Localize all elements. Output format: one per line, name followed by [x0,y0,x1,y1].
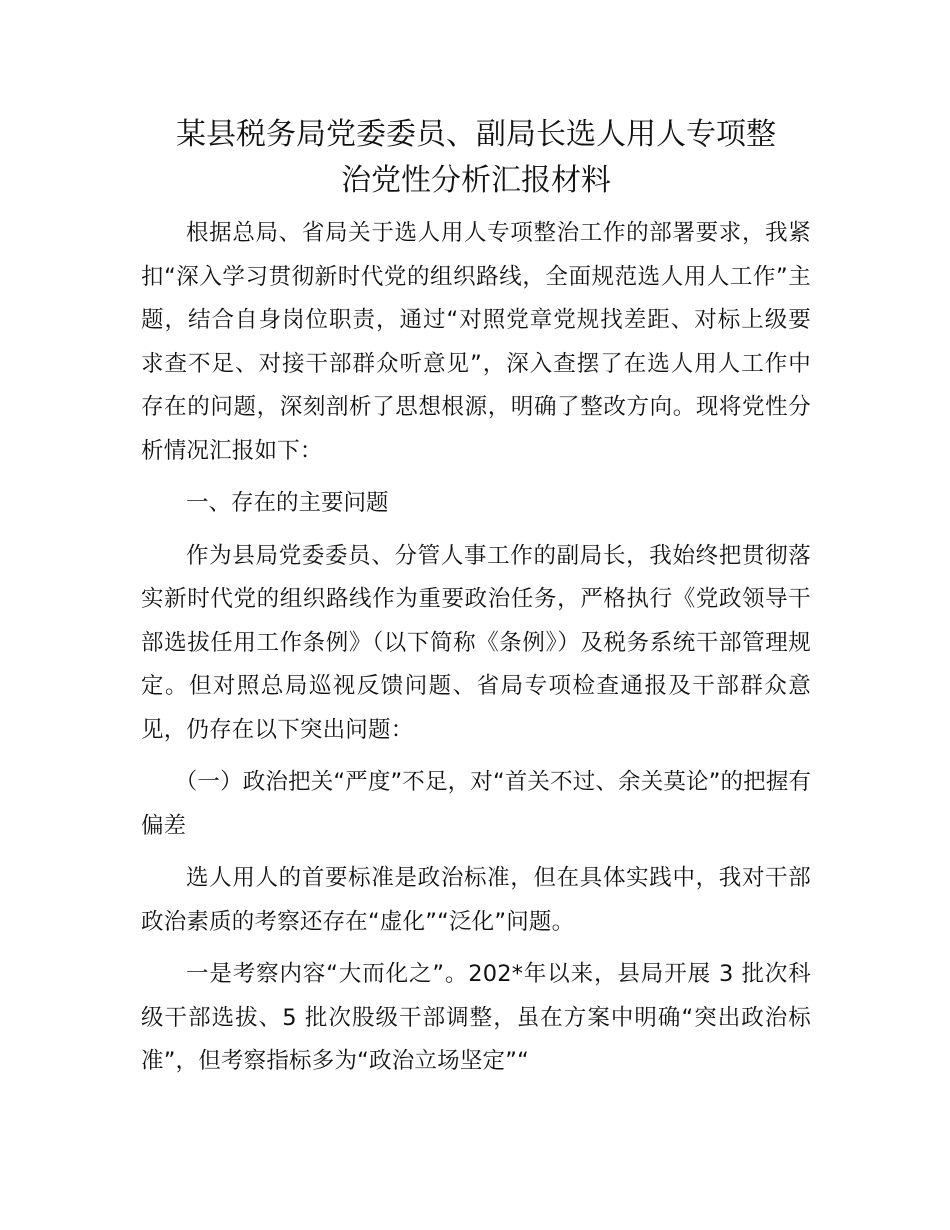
document-title-line-2: 治党性分析汇报材料 [341,163,611,198]
document-body [141,112,811,1093]
subsection-1-body: 选人用人的首要标准是政治标准，但在具体实践中，我对干部政治素质的考察还存在“虚化”“泛化”问题。 [141,865,811,935]
intro-paragraph: 根据总局、省局关于选人用人专项整治工作的部署要求，我紧扣“深入学习贯彻新时代党的组织路线，全面规范选人用人工作”主题，结合自身岗位职责，通过“对照党章党规找差距、对标上级要求查不足、对接干部群众听意见”，深入查摆了在选人用人工作中存在的问题，深刻剖析了思想根源，明确了整改方向。现将党性分析情况汇报如下： [141,220,811,464]
document-title [141,112,811,204]
point-1-paragraph: 一是考察内容“大而化之”。202*年以来，县局开展 3 批次科级干部选拔、5 批次股级干部调整，虽在方案中明确“突出政治标准”，但考察指标多为“政治立场坚定”“ [141,961,811,1074]
subsection-1-heading: （一）政治把关“严度”不足，对“首关不过、余关莫论”的把握有偏差 [141,769,811,839]
section-1-body: 作为县局党委委员、分管人事工作的副局长，我始终把贯彻落实新时代党的组织路线作为重要政治任务，严格执行《党政领导干部选拔任用工作条例》（以下简称《条例》）及税务系统干部管理规定。但对照总局巡视反馈问题、省局专项检查通报及干部群众意见，仍存在以下突出问题： [141,542,811,743]
section-1-heading: 一、存在的主要问题 [186,490,389,516]
document-title-line-1: 某县税务局党委委员、副局长选人用人专项整 [176,117,776,152]
